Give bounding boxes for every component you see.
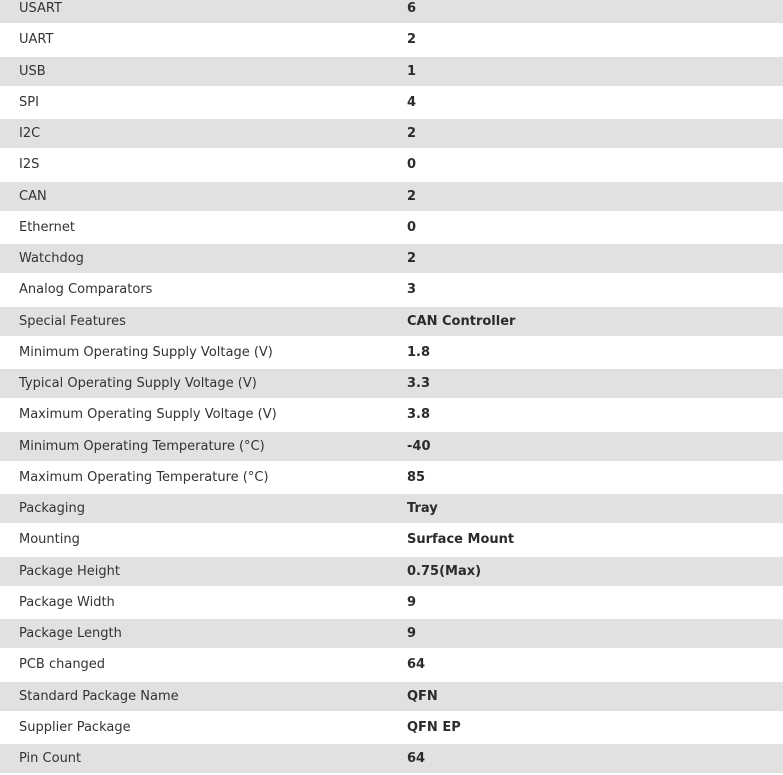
spec-name: SPI (19, 94, 39, 110)
spec-row-package-width (0, 588, 783, 619)
spec-value: 0 (407, 219, 417, 235)
spec-row-uart (0, 25, 783, 56)
spec-value: Tray (407, 501, 438, 517)
spec-row-package-height (0, 557, 783, 588)
spec-name: Maximum Operating Supply Voltage (V) (19, 407, 277, 423)
spec-row-max-supply-voltage (0, 400, 783, 431)
spec-row-i2c (0, 119, 783, 150)
spec-row-min-supply-voltage (0, 338, 783, 369)
spec-value: 0 (407, 157, 417, 173)
spec-row-spi (0, 88, 783, 119)
spec-name: Minimum Operating Temperature (°C) (19, 438, 265, 454)
spec-name: Packaging (19, 501, 85, 517)
spec-name: Watchdog (19, 251, 84, 267)
spec-name: Maximum Operating Temperature (°C) (19, 469, 269, 485)
spec-name: Package Length (19, 626, 122, 642)
spec-value: CAN Controller (407, 313, 516, 329)
spec-value: 3.8 (407, 407, 431, 423)
spec-name: CAN (19, 188, 47, 204)
spec-row-max-temperature (0, 463, 783, 494)
spec-value: 3 (407, 282, 417, 298)
spec-name: Ethernet (19, 219, 75, 235)
spec-row-pin-count (0, 744, 783, 775)
spec-value: 85 (407, 469, 426, 485)
spec-row-package-length (0, 619, 783, 650)
spec-value: 9 (407, 626, 417, 642)
spec-name: PCB changed (19, 657, 106, 673)
spec-row-ethernet (0, 213, 783, 244)
spec-name: UART (19, 32, 54, 48)
spec-name: Mounting (19, 532, 80, 548)
spec-value: 1.8 (407, 344, 431, 360)
spec-row-packaging (0, 494, 783, 525)
spec-value: 2 (407, 126, 417, 142)
spec-value: -40 (407, 438, 431, 454)
spec-value: 2 (407, 251, 417, 267)
spec-name: Pin Count (19, 751, 82, 767)
spec-value: 0.75(Max) (407, 563, 482, 579)
spec-name: I2S (19, 157, 40, 173)
spec-name: Special Features (19, 313, 126, 329)
spec-row-usart (0, 0, 783, 25)
spec-row-min-temperature (0, 432, 783, 463)
spec-name: Package Height (19, 563, 120, 579)
spec-value: 64 (407, 657, 426, 673)
spec-name: Minimum Operating Supply Voltage (V) (19, 344, 273, 360)
spec-name: I2C (19, 126, 41, 142)
spec-name: Analog Comparators (19, 282, 153, 298)
spec-name: USB (19, 63, 46, 79)
spec-row-analog-comparators (0, 275, 783, 306)
spec-row-can (0, 182, 783, 213)
spec-row-supplier-package (0, 713, 783, 744)
spec-name: USART (19, 1, 62, 17)
spec-value: 2 (407, 32, 417, 48)
spec-value: 3.3 (407, 376, 431, 392)
spec-name: Standard Package Name (19, 688, 179, 704)
spec-value: QFN EP (407, 719, 461, 735)
spec-row-mounting (0, 525, 783, 556)
spec-value: 2 (407, 188, 417, 204)
spec-value: 9 (407, 594, 417, 610)
spec-row-typ-supply-voltage (0, 369, 783, 400)
spec-row-watchdog (0, 244, 783, 275)
spec-value: 1 (407, 63, 417, 79)
spec-name: Typical Operating Supply Voltage (V) (19, 376, 257, 392)
spec-name: Package Width (19, 594, 115, 610)
spec-value: QFN (407, 688, 438, 704)
spec-name: Supplier Package (19, 719, 131, 735)
spec-value: 64 (407, 751, 426, 767)
spec-row-usb (0, 57, 783, 88)
spec-value: 6 (407, 1, 417, 17)
spec-value: 4 (407, 94, 417, 110)
spec-value: Surface Mount (407, 532, 515, 548)
spec-row-standard-package-name (0, 682, 783, 713)
spec-row-pcb-changed (0, 650, 783, 681)
spec-row-special-features (0, 307, 783, 338)
spec-row-i2s (0, 150, 783, 181)
